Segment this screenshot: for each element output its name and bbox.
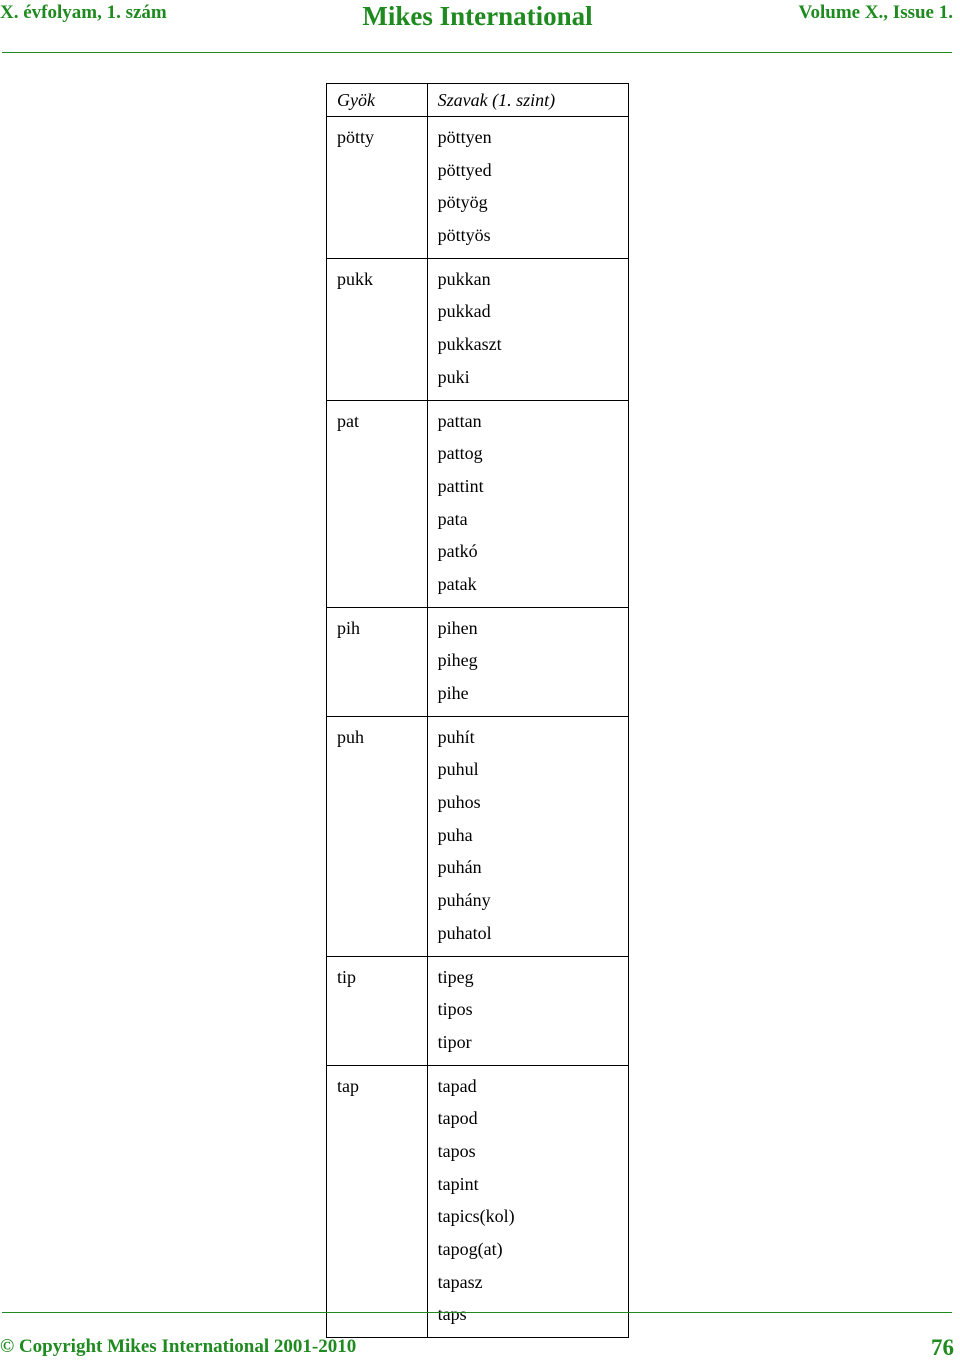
derived-word: piheg: [437, 650, 478, 671]
derived-word: pattan: [437, 410, 482, 431]
derived-word: puki: [437, 366, 470, 387]
root-cell: [327, 716, 428, 956]
derived-word: tapint: [437, 1173, 479, 1194]
root-word: tap: [337, 1075, 359, 1096]
root-word: pötty: [337, 127, 375, 147]
words-cell: [427, 400, 628, 607]
table-header-row: [327, 84, 629, 117]
derived-word: puha: [437, 824, 473, 845]
derived-word: pukkan: [437, 268, 491, 289]
derived-word: patak: [437, 573, 477, 594]
derived-word: pöttyed: [437, 159, 492, 180]
derived-word: tapog(at): [437, 1239, 503, 1259]
derived-word: puhatol: [437, 922, 492, 943]
table-row: [327, 117, 629, 259]
derived-word: pihen: [437, 617, 478, 638]
root-word: puh: [337, 726, 364, 747]
derived-word: pukkaszt: [437, 334, 502, 355]
column-header-words: Szavak (1. szint): [427, 84, 628, 117]
derived-word: puhít: [437, 726, 475, 747]
derived-word: tapad: [437, 1075, 477, 1096]
derived-word: puhul: [437, 759, 479, 780]
derived-word: puhos: [437, 792, 481, 813]
derived-word: taps: [437, 1304, 467, 1325]
derived-word: pattint: [437, 475, 484, 496]
derived-word: tipos: [437, 999, 473, 1020]
derived-word: pöttyös: [437, 225, 491, 246]
header-issue-hungarian: X. évfolyam, 1. szám: [0, 2, 167, 23]
words-cell: [427, 1065, 628, 1338]
derived-word: patkó: [437, 541, 478, 562]
derived-word: tapos: [437, 1140, 476, 1161]
root-cell: [327, 956, 428, 1065]
derived-word: pattog: [437, 443, 483, 464]
derived-word: pukkad: [437, 301, 491, 322]
derived-word: tipor: [437, 1031, 472, 1052]
derived-word: pöttyen: [437, 127, 492, 147]
words-cell: [427, 607, 628, 716]
words-cell: [427, 716, 628, 956]
derived-word: puhány: [437, 890, 491, 911]
root-words-table: [326, 83, 629, 1338]
root-word: pukk: [337, 268, 373, 289]
table-row: [327, 258, 629, 400]
words-cell: [427, 258, 628, 400]
table-row: [327, 716, 629, 956]
root-cell: [327, 607, 428, 716]
root-cell: [327, 117, 428, 259]
header-publication-title: Mikes International: [362, 1, 593, 31]
root-cell: [327, 1065, 428, 1338]
table-row: [327, 607, 629, 716]
table-body: [327, 117, 629, 1338]
header-issue-english: Volume X., Issue 1.: [798, 2, 953, 23]
derived-word: tapics(kol): [437, 1206, 515, 1227]
derived-word: tapasz: [437, 1271, 483, 1292]
derived-word: tipeg: [437, 966, 474, 987]
words-cell: [427, 117, 628, 259]
table-row: [327, 956, 629, 1065]
derived-word: pata: [437, 508, 468, 529]
footer-copyright: © Copyright Mikes International 2001-2010: [0, 1336, 357, 1357]
root-word: tip: [337, 966, 357, 987]
root-cell: [327, 400, 428, 607]
root-cell: [327, 258, 428, 400]
table-row: [327, 400, 629, 607]
derived-word: tapod: [437, 1108, 478, 1129]
words-cell: [427, 956, 628, 1065]
root-word: pat: [337, 410, 359, 431]
derived-word: pötyög: [437, 192, 488, 213]
derived-word: puhán: [437, 857, 482, 878]
column-header-root: Gyök: [327, 84, 428, 117]
header-rule: [2, 52, 952, 53]
page-number: 76: [931, 1335, 954, 1360]
derived-word: pihe: [437, 683, 469, 703]
footer-rule: [2, 1312, 952, 1313]
table-row: [327, 1065, 629, 1338]
root-word: pih: [337, 617, 361, 638]
